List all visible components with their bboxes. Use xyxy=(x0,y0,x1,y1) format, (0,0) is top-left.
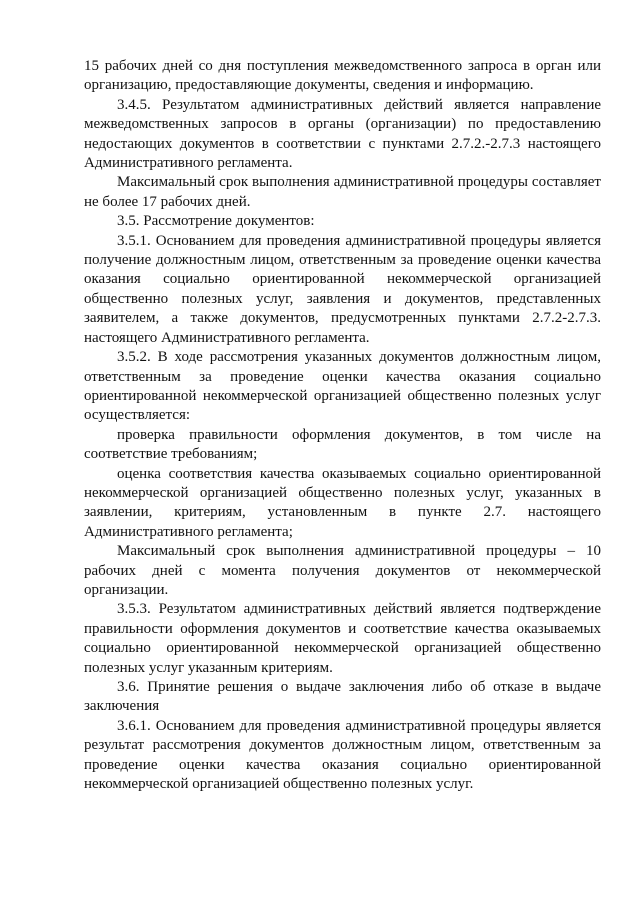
paragraph-3-4-5: 3.4.5. Результатом административных действий является направление межведомственных запросов в органы (организации) по предоставлению недостающих документов в соответствии с пунктами 2.7.2.-2.7.3 настоящего Административного регламента. xyxy=(84,96,601,172)
document-page xyxy=(84,57,601,794)
list-item-check-documents: проверка правильности оформления документов, в том числе на соответствие требованиям; xyxy=(84,426,601,463)
paragraph-3-5-1: 3.5.1. Основанием для проведения административной процедуры является получение должностным лицом, ответственным за проведение оценки качества оказания социально ориентированной некоммерческой организацией общественно полезных услуг, заявления и документов, представленных заявителем, а также документов, предусмотренных пунктами 2.7.2-2.7.3. настоящего Административного регламента. xyxy=(84,232,601,346)
paragraph-continuation: 15 рабочих дней со дня поступления межведомственного запроса в орган или организацию, предоставляющие документы, сведения и информацию. xyxy=(84,58,601,94)
paragraph-max-term-10: Максимальный срок выполнения административной процедуры – 10 рабочих дней с момента получения документов от некоммерческой организации. xyxy=(84,543,601,598)
paragraph-3-5-2: 3.5.2. В ходе рассмотрения указанных документов должностным лицом, ответственным за проведение оценки качества оказания социально ориентированной некоммерческой организацией общественно полезных услуг осуществляется: xyxy=(84,349,601,424)
section-heading-3-5: 3.5. Рассмотрение документов: xyxy=(117,213,315,230)
section-heading-3-6: 3.6. Принятие решения о выдаче заключения либо об отказе в выдаче заключения xyxy=(84,679,601,715)
paragraph-3-5-3: 3.5.3. Результатом административных действий является подтверждение правильности оформления документов и соответствие качества оказываемых социально ориентированной некоммерческой организацией общественно полезных услуг указанным критериям. xyxy=(84,601,601,676)
list-item-quality-assessment: оценка соответствия качества оказываемых социально ориентированной некоммерческой организацией общественно полезных услуг, указанных в заявлении, критериям, установленным в пункте 2.7. настоящего Административного регламента; xyxy=(84,465,601,540)
paragraph-max-term-17: Максимальный срок выполнения административной процедуры составляет не более 17 рабочих дней. xyxy=(84,174,601,210)
paragraph-3-6-1: 3.6.1. Основанием для проведения административной процедуры является результат рассмотрения документов должностным лицом, ответственным за проведение оценки качества оказания социально ориентированной некоммерческой организацией общественно полезных услуг. xyxy=(84,717,601,793)
